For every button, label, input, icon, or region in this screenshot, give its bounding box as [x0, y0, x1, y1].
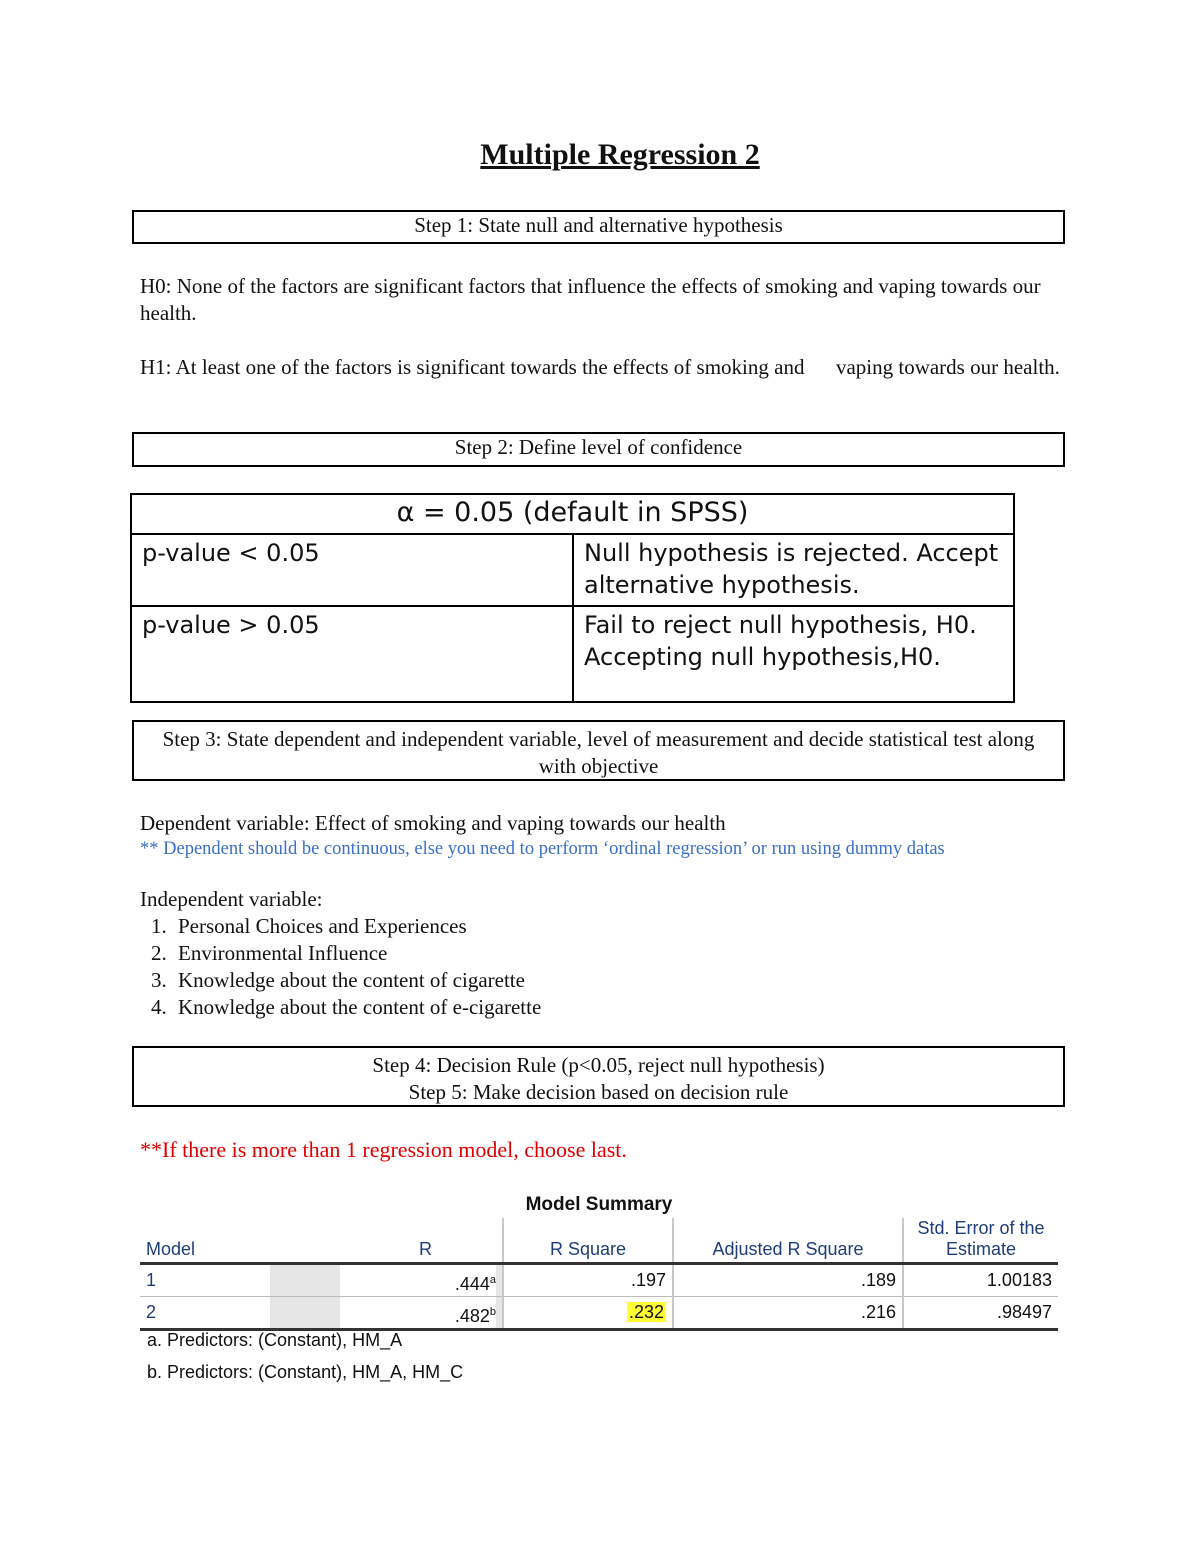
condition-cell: p-value < 0.05: [131, 534, 573, 606]
model-summary-title: Model Summary: [525, 1194, 673, 1215]
col-header-model: Model: [140, 1218, 262, 1264]
result-cell: Fail to reject null hypothesis, H0. Accepting null hypothesis,H0.: [573, 606, 1014, 702]
alpha-table: [130, 493, 1015, 703]
highlighted-value: .232: [628, 1302, 664, 1322]
step4-text: Step 4: Decision Rule (p<0.05, reject null hypothesis): [372, 1053, 825, 1077]
alternative-hypothesis: H1: At least one of the factors is significant towards the effects of smoking and vaping towards our health.: [140, 355, 1060, 379]
last-model-note: **If there is more than 1 regression model, choose last.: [140, 1137, 627, 1162]
std-error-cell: 1.00183: [903, 1264, 1058, 1297]
step1-box: Step 1: State null and alternative hypothesis: [132, 210, 1065, 244]
independent-label: Independent variable:: [140, 887, 323, 911]
independent-list: [140, 913, 1070, 1021]
list-item: 3. Knowledge about the content of cigarette: [172, 967, 1070, 994]
r-cell: .444$^a$: [270, 1265, 502, 1296]
footnote-b: b. Predictors: (Constant), HM_A, HM_C: [147, 1362, 464, 1382]
dependent-variable: Dependent variable: Effect of smoking and vaping towards our health: [140, 811, 726, 835]
footnote-a: a. Predictors: (Constant), HM_A: [147, 1330, 403, 1350]
table-row: [140, 1264, 1058, 1297]
list-item: 2. Environmental Influence: [172, 940, 1070, 967]
r-square-cell: [503, 1297, 673, 1330]
result-cell: Null hypothesis is rejected. Accept alternative hypothesis.: [573, 534, 1014, 606]
dependent-note: ** Dependent should be continuous, else you need to perform ‘ordinal regression’ or run using dummy datas: [140, 839, 945, 859]
col-header-r: R: [262, 1218, 503, 1264]
col-header-std-error: Std. Error of the Estimate: [903, 1218, 1058, 1264]
step3-box: Step 3: State dependent and independent variable, level of measurement and decide statistical test along with objective: [132, 720, 1065, 781]
std-error-cell: .98497: [903, 1297, 1058, 1330]
list-item: 4. Knowledge about the content of e-cigarette: [172, 994, 1070, 1021]
step5-text: Step 5: Make decision based on decision rule: [408, 1080, 789, 1104]
step45-box: [132, 1046, 1065, 1107]
alpha-header: α = 0.05 (default in SPSS): [131, 494, 1014, 534]
adj-r-square-cell: .189: [673, 1264, 903, 1297]
null-hypothesis: H0: None of the factors are significant factors that influence the effects of smoking and vaping towards our health.: [140, 274, 1041, 325]
adj-r-square-cell: .216: [673, 1297, 903, 1330]
model-summary-table: [140, 1218, 1058, 1331]
r-cell: .482$^b$: [270, 1297, 502, 1328]
list-item: 1. Personal Choices and Experiences: [172, 913, 1070, 940]
model-cell: 2: [146, 1302, 157, 1322]
page-title: Multiple Regression 2: [480, 138, 760, 171]
col-header-r-square: R Square: [503, 1218, 673, 1264]
step2-box: Step 2: Define level of confidence: [132, 432, 1065, 467]
table-row: [140, 1297, 1058, 1330]
r-square-cell: .197: [503, 1264, 673, 1297]
condition-cell: p-value > 0.05: [131, 606, 573, 702]
col-header-adj-r-square: Adjusted R Square: [673, 1218, 903, 1264]
model-cell: 1: [146, 1270, 157, 1290]
